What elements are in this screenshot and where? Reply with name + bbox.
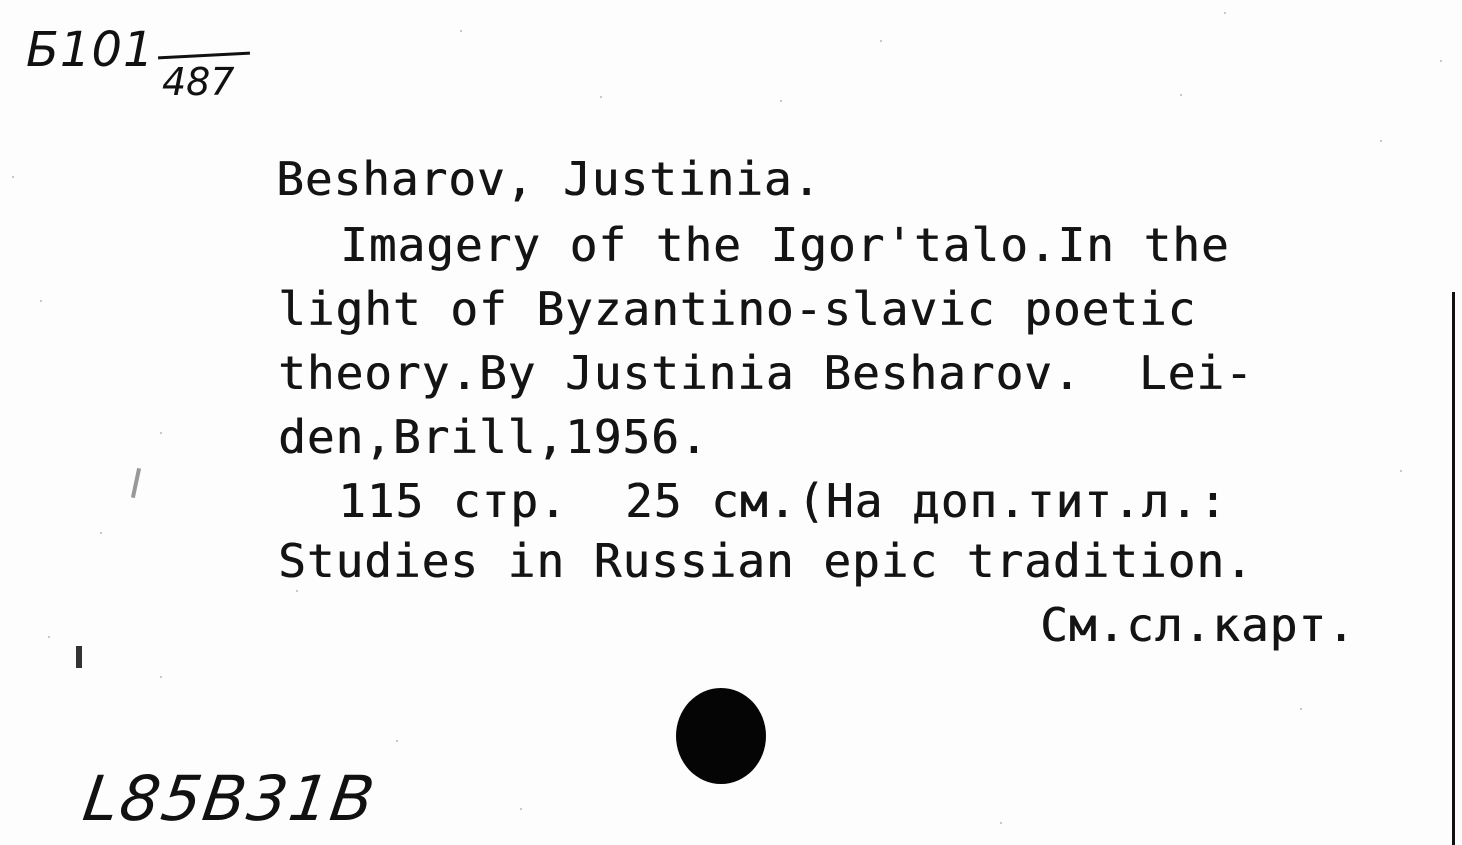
scan-speck bbox=[1224, 12, 1226, 14]
title-line-2: light of Byzantino-slavic poetic bbox=[278, 282, 1197, 336]
scan-speck bbox=[460, 30, 462, 32]
fraction-line bbox=[158, 52, 250, 60]
card-edge-line bbox=[1452, 292, 1455, 845]
scan-speck bbox=[780, 100, 782, 102]
handwritten-call-number: Б101 bbox=[26, 22, 155, 78]
scan-speck bbox=[1180, 94, 1182, 96]
scan-speck bbox=[1440, 60, 1442, 62]
scan-speck bbox=[600, 96, 602, 98]
scan-speck bbox=[1300, 708, 1302, 710]
scan-speck bbox=[396, 740, 398, 742]
title-line-1: Imagery of the Igor'talo.In the bbox=[340, 218, 1230, 272]
imprint-line: den,Brill,1956. bbox=[278, 410, 709, 464]
scan-speck bbox=[160, 432, 162, 434]
scan-speck bbox=[1400, 470, 1402, 472]
scan-speck bbox=[48, 636, 50, 638]
series-line: Studies in Russian epic tradition. bbox=[278, 534, 1254, 588]
fraction-denominator: 487 bbox=[162, 60, 235, 104]
punch-hole bbox=[676, 688, 766, 784]
author-heading: Besharov, Justinia. bbox=[276, 152, 822, 206]
title-line-3: theory.By Justinia Besharov. Lei- bbox=[278, 346, 1254, 400]
scan-speck bbox=[160, 676, 162, 678]
scan-speck bbox=[40, 300, 42, 302]
collation-line: 115 стр. 25 см.(На доп.тит.л.: bbox=[338, 474, 1228, 528]
scan-speck bbox=[100, 532, 102, 534]
scan-speck bbox=[296, 590, 298, 592]
see-next-card-note: См.сл.карт. bbox=[1040, 598, 1356, 652]
scan-speck bbox=[1380, 140, 1382, 142]
scan-speck bbox=[880, 40, 882, 42]
scan-speck bbox=[12, 176, 14, 178]
margin-mark bbox=[76, 646, 82, 668]
scan-speck bbox=[520, 808, 522, 810]
margin-mark-faint bbox=[131, 468, 141, 498]
handwritten-shelf-number: L85B31B bbox=[78, 762, 381, 835]
scan-speck bbox=[1000, 822, 1002, 824]
